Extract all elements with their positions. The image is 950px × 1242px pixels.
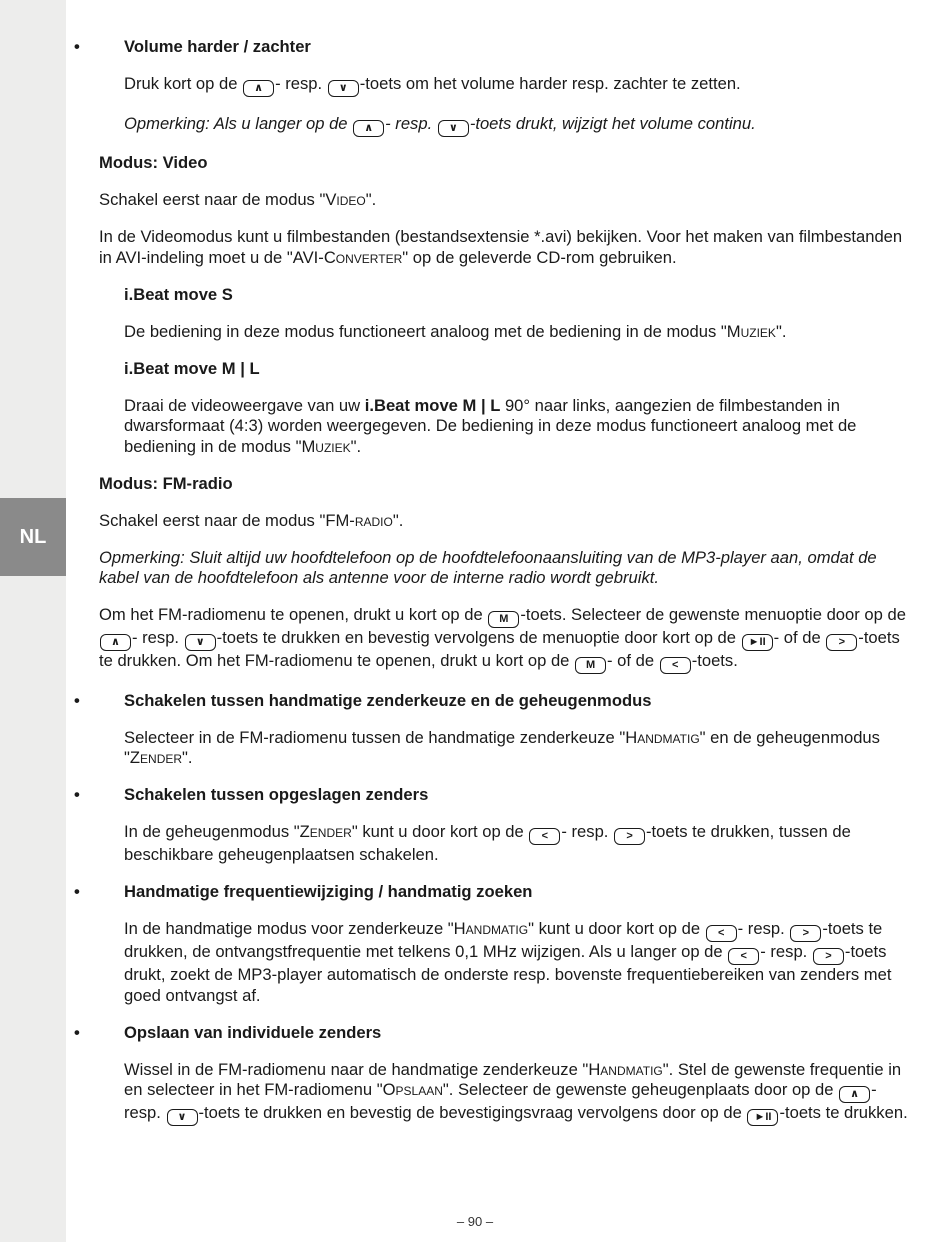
video-description: In de Videomodus kunt u filmbestanden (bestandsextensie *.avi) bekijken. Voor het maken van filmbestanden in AVI-indeling moet u de "AVI-Converter" op de geleverde CD-rom gebruiken.: [99, 227, 903, 267]
play-pause-key-icon: ►II: [742, 634, 773, 651]
volume-text: Druk kort op de ∧ - resp. ∨ -toets om het volume harder resp. zachter te zetten.: [99, 74, 914, 97]
page-content: [99, 37, 914, 1143]
store-stations-text: Wissel in de FM-radiomenu naar de handmatige zenderkeuze "Handmatig". Stel de gewenste frequentie in en selecteer in het FM-radiomenu "Opslaan". Selecteer de gewenste geheugenplaats door op de ∧ - resp. ∨ -toets te drukken en bevestig de bevestigingsvraag vervolgens door op de ►II -toets te drukken.: [99, 1060, 914, 1127]
video-heading: Modus: Video: [99, 153, 208, 172]
language-tab: NL: [0, 498, 66, 576]
up-key-icon: ∧: [353, 120, 384, 137]
left-key-icon: <: [728, 948, 759, 965]
video-intro: Schakel eerst naar de modus "Video".: [99, 190, 377, 209]
volume-note: Opmerking: Als u langer op de ∧ - resp. ∨ -toets drukt, wijzigt het volume continu.: [99, 114, 914, 137]
up-key-icon: ∧: [243, 80, 274, 97]
sidebar: [0, 0, 66, 1242]
volume-heading: • Volume harder / zachter: [99, 37, 914, 58]
switch-mode-heading: • Schakelen tussen handmatige zenderkeuze en de geheugenmodus: [99, 691, 914, 712]
up-key-icon: ∧: [839, 1086, 870, 1103]
page-number: – 90 –: [456, 1214, 494, 1229]
fm-note: Opmerking: Sluit altijd uw hoofdtelefoon op de hoofdtelefoonaansluiting van de MP3-player aan, omdat de kabel van de hoofdtelefoon als antenne voor de interne radio wordt gebruikt.: [99, 547, 877, 587]
manual-frequency-text: In de handmatige modus voor zenderkeuze "Handmatig" kunt u door kort op de < - resp. > -toets te drukken, de ontvangstfrequentie met telkens 0,1 MHz wijzigen. Als u langer op de < - resp. > -toets drukt, zoekt de MP3-player automatisch de onderste resp. bovenste frequentiebereiken van zenders met goed ontvangst af.: [124, 919, 892, 1005]
down-key-icon: ∨: [185, 634, 216, 651]
up-key-icon: ∧: [100, 634, 131, 651]
model-s-heading: i.Beat move S: [124, 284, 233, 304]
down-key-icon: ∨: [438, 120, 469, 137]
model-ml-heading: i.Beat move M | L: [124, 358, 260, 378]
right-key-icon: >: [614, 828, 645, 845]
left-key-icon: <: [529, 828, 560, 845]
fm-menu-text: Om het FM-radiomenu te openen, drukt u kort op de M -toets. Selecteer de gewenste menuoptie door op de ∧ - resp. ∨ -toets te drukken en bevestig vervolgens de menuoptie door kort op de ►II - of de > -toets te drukken. Om het FM-radiomenu te openen, drukt u kort op de M - of de < -toets.: [99, 605, 914, 674]
manual-frequency-heading: • Handmatige frequentiewijziging / handmatig zoeken: [99, 882, 914, 903]
menu-key-icon: M: [575, 657, 606, 674]
fm-heading: Modus: FM-radio: [99, 473, 233, 493]
model-s-text: De bediening in deze modus functioneert analoog met de bediening in de modus "Muziek".: [124, 321, 787, 341]
switch-stations-heading: • Schakelen tussen opgeslagen zenders: [99, 785, 914, 806]
menu-key-icon: M: [488, 611, 519, 628]
right-key-icon: >: [790, 925, 821, 942]
model-ml-text: Draai de videoweergave van uw i.Beat move M | L 90° naar links, aangezien de filmbestanden in dwarsformaat (4:3) worden weergegeven. De bediening in deze modus functioneert analoog met de bediening in de modus "Muziek".: [124, 395, 857, 456]
left-key-icon: <: [706, 925, 737, 942]
store-stations-heading: • Opslaan van individuele zenders: [99, 1023, 914, 1044]
right-key-icon: >: [813, 948, 844, 965]
left-key-icon: <: [660, 657, 691, 674]
switch-mode-text: Selecteer in de FM-radiomenu tussen de handmatige zenderkeuze "Handmatig" en de geheugenmodus "Zender".: [124, 727, 880, 767]
down-key-icon: ∨: [167, 1109, 198, 1126]
play-pause-key-icon: ►II: [747, 1109, 778, 1126]
switch-stations-text: In de geheugenmodus "Zender" kunt u door kort op de < - resp. > -toets te drukken, tussen de beschikbare geheugenplaatsen schakelen.: [124, 822, 851, 864]
fm-intro: Schakel eerst naar de modus "FM-radio".: [99, 510, 404, 530]
down-key-icon: ∨: [328, 80, 359, 97]
right-key-icon: >: [826, 634, 857, 651]
